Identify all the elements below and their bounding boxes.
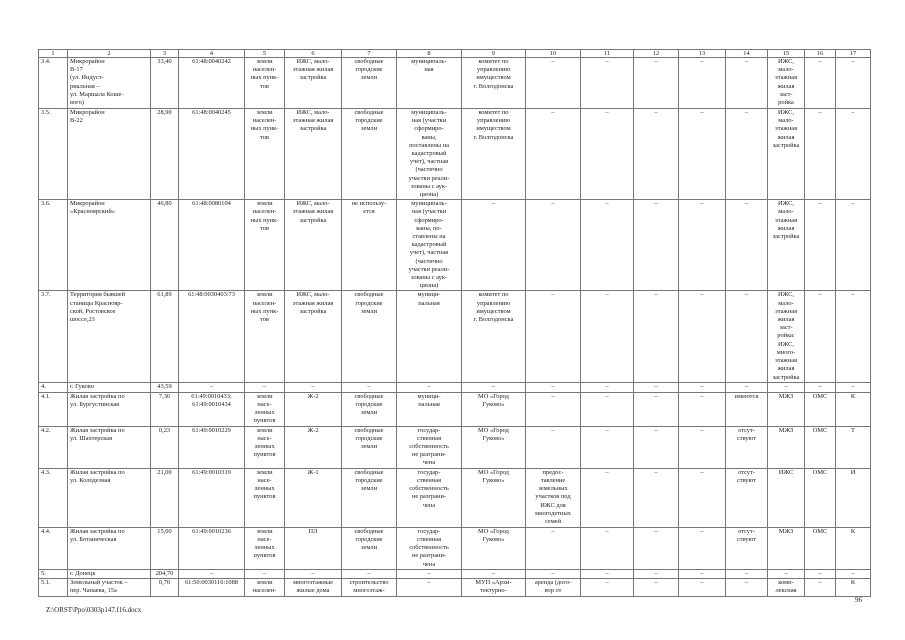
table-cell: 4.2. [39,426,68,468]
column-number: 13 [679,50,726,58]
table-cell: – [679,200,726,291]
table-cell: – [581,468,634,527]
table-cell: – [726,200,768,291]
table-cell: – [634,109,679,200]
document-path: Z:\ORST\Ppo\0303p147.f16.docx [46,606,142,614]
table-cell: – [526,426,581,468]
table-cell: – [581,383,634,392]
table-cell: – [634,569,679,578]
table-cell: аренда (дого- вор от [526,578,581,596]
table-cell: 61:50:0030116:1088 [179,578,245,596]
table-row [39,578,871,596]
land-plots-table [38,49,871,597]
table-cell: 61:48:0030403:73 [179,291,245,383]
column-number: 8 [397,50,462,58]
table-cell: 4.4. [39,527,68,569]
table-cell: строительство многоэтаж- [342,578,397,596]
table-cell: государ- ственная собственность не разграни- чена [397,426,462,468]
table-cell: Микрорайон В-17 (ул. Индуст- риальная – ул. Маршала Коше- вого) [68,58,151,109]
table-cell: многоэтажные жилые дома [285,578,342,596]
column-number: 12 [634,50,679,58]
table-cell: 61:49:0010319 [179,468,245,527]
table-cell: г. Донецк [68,569,151,578]
table-cell: ОМС [805,426,836,468]
table-cell: – [805,200,836,291]
table-row [39,200,871,291]
table-cell: – [726,578,768,596]
table-cell: отсут- ствуют [726,468,768,527]
table-cell: – [805,578,836,596]
table-cell: К [836,527,871,569]
table-cell: г. Гуково [68,383,151,392]
table-cell: – [679,383,726,392]
table-cell: 61:49:0010229 [179,426,245,468]
table-cell: свободные городские земли [342,392,397,426]
column-number: 11 [581,50,634,58]
table-cell: Т [836,426,871,468]
table-cell: – [836,569,871,578]
table-row [39,569,871,578]
table-cell: свободные городские земли [342,468,397,527]
table-cell: – [526,291,581,383]
table-cell: ИЖС, мало- этажная жилая застройка [285,200,342,291]
table-cell: – [726,109,768,200]
table-cell: – [836,291,871,383]
table-cell: 28,90 [151,109,179,200]
table-cell: ИЖС, мало- этажная жилая застройка [285,109,342,200]
table-cell: комитет по управлению имуществом г. Волгодонска [462,291,526,383]
table-cell: ИЖС, мало- этажная жилая застройка [768,109,805,200]
table-cell: – [768,569,805,578]
table-cell: – [526,569,581,578]
table-cell: – [526,200,581,291]
table-cell: комитет по управлению имуществом г. Волгодонска [462,58,526,109]
table-cell: – [397,569,462,578]
table-cell: – [836,383,871,392]
table-cell: – [581,569,634,578]
table-cell: – [462,200,526,291]
table-cell: Микрорайон «Красноярский» [68,200,151,291]
table-row [39,468,871,527]
table-cell: – [679,468,726,527]
table-cell: 61:48:0040242 [179,58,245,109]
table-cell: – [805,109,836,200]
table-cell: свободные городские земли [342,426,397,468]
table-cell: – [581,58,634,109]
column-number: 15 [768,50,805,58]
table-cell: предос- тавление земельных участков под ИЖС для многодетных семей [526,468,581,527]
table-cell: имеются [726,392,768,426]
table-cell: – [179,383,245,392]
table-cell: К [836,578,871,596]
table-cell: отсут- ствуют [726,527,768,569]
table-cell: МО «Город Гуково» [462,392,526,426]
table-cell: Ж-1 [285,468,342,527]
table-cell: – [805,569,836,578]
table-cell: – [726,58,768,109]
table-cell: 7,36 [151,392,179,426]
table-row [39,291,871,383]
column-number: 3 [151,50,179,58]
table-cell: – [526,58,581,109]
table-cell: Ж-2 [285,392,342,426]
table-cell: – [836,109,871,200]
table-cell: – [634,527,679,569]
table-cell: МУП «Архи- тектурно- [462,578,526,596]
table-cell: свободные городские земли [342,291,397,383]
table-cell: МО «Город Гуково» [462,426,526,468]
table-cell: Жилая застройка по ул. Колодезная [68,468,151,527]
table-cell: 0,70 [151,578,179,596]
table-cell: К [836,392,871,426]
table-cell: 0,23 [151,426,179,468]
table-cell: ИЖС, мало- этажная жилая застройка [768,200,805,291]
table-cell: Микрорайон В-22 [68,109,151,200]
table-cell: – [679,109,726,200]
table-cell: – [342,569,397,578]
table-cell: – [805,383,836,392]
table-row [39,383,871,392]
table-cell: – [397,578,462,596]
column-number: 5 [245,50,285,58]
table-cell: 61,89 [151,291,179,383]
table-cell: 21,00 [151,468,179,527]
table-cell: – [805,58,836,109]
table-cell: земли насе- ленных пунктов [245,426,285,468]
table-cell: Земельный участок – пер. Чапаева, 15а [68,578,151,596]
page-number: 96 [855,596,862,604]
table-cell: – [768,383,805,392]
table-cell: – [634,468,679,527]
table-cell: комп- лексная [768,578,805,596]
table-cell: МЖЗ [768,392,805,426]
table-cell: – [462,569,526,578]
table-cell: – [634,578,679,596]
table-cell: земли населен- ных пунк- тов [245,58,285,109]
table-cell: – [581,578,634,596]
table-cell: – [581,200,634,291]
table-cell: – [726,383,768,392]
table-cell: ИЖС, мало- этажная жилая заст- ройка [768,58,805,109]
table-cell: Жилая застройка по ул. Ботаническая [68,527,151,569]
table-cell: – [805,291,836,383]
table-cell: муници- пальная [397,291,462,383]
table-cell: отсут- ствуют [726,426,768,468]
column-number: 4 [179,50,245,58]
table-cell: – [526,392,581,426]
table-cell: 3.4. [39,58,68,109]
table-cell: – [679,569,726,578]
table-cell: – [179,569,245,578]
column-number: 9 [462,50,526,58]
table-cell: государ- ственная собственность не разграни- чена [397,468,462,527]
table-cell: – [581,392,634,426]
table-cell: И [836,468,871,527]
table-cell: – [245,383,285,392]
table-cell: – [726,569,768,578]
table-cell: – [581,291,634,383]
table-cell: Ж-2 [285,426,342,468]
table-cell: 3.5. [39,109,68,200]
table-cell: – [285,383,342,392]
table-cell: земли населен- ных пунк- тов [245,109,285,200]
table-cell: Жилая застройка по ул. Шахтерская [68,426,151,468]
table-cell: МЖЗ [768,426,805,468]
table-cell: 46,80 [151,200,179,291]
table-cell: не использу- ется [342,200,397,291]
column-number: 2 [68,50,151,58]
table-cell: – [634,58,679,109]
table-row [39,392,871,426]
column-number: 17 [836,50,871,58]
table-cell: МЖЗ [768,527,805,569]
table-cell: муници- пальная [397,392,462,426]
table-cell: муниципаль- ная (участки сформиро- ваны, поставлены на кадастровый учет), частная (частично участки реали- зованы с аук- циона) [397,109,462,200]
table-cell: МО «Город Гуково» [462,527,526,569]
column-number: 7 [342,50,397,58]
table-cell: МО «Город Гуково» [462,468,526,527]
column-number-row [39,50,871,58]
table-cell: 4.3. [39,468,68,527]
table-cell: 3.6. [39,200,68,291]
table-cell: комитет по управлению имуществом г. Волгодонска [462,109,526,200]
table-cell: – [679,392,726,426]
table-cell: ОМС [805,392,836,426]
column-number: 6 [285,50,342,58]
table-cell: земли насе- ленных пунктов [245,527,285,569]
table-cell: ОМС [805,468,836,527]
table-cell: – [462,383,526,392]
table-cell: – [836,200,871,291]
table-cell: ИЖС, мало- этажная жилая заст- ройка: ИЖС, много- этажная жилая застройка [768,291,805,383]
table-cell: свободные городские земли [342,58,397,109]
table-cell: – [526,109,581,200]
column-number: 16 [805,50,836,58]
table-cell: 61:49:0010236 [179,527,245,569]
table-cell: 43,59 [151,383,179,392]
table-cell: ПЛ [285,527,342,569]
table-cell: – [634,291,679,383]
table-cell: – [679,578,726,596]
table-cell: – [526,527,581,569]
table-cell: свободные городские земли [342,527,397,569]
table-cell: – [679,291,726,383]
table-cell: 5. [39,569,68,578]
table-cell: – [634,200,679,291]
table-cell: – [581,527,634,569]
table-cell: свободные городские земли [342,109,397,200]
table-cell: государ- ственная собственность не разграни- чена [397,527,462,569]
table-cell: – [634,392,679,426]
table-cell: земли населен- ных пунк- тов [245,291,285,383]
table-cell: ОМС [805,527,836,569]
table-cell: 4.1. [39,392,68,426]
table-row [39,527,871,569]
table-cell: 3.7. [39,291,68,383]
table-cell: земли населен- ных пунк- тов [245,200,285,291]
table-cell: – [245,569,285,578]
table-cell: – [526,383,581,392]
table-cell: – [836,58,871,109]
table-cell: – [285,569,342,578]
column-number: 14 [726,50,768,58]
table-cell: – [726,291,768,383]
table-cell: ИЖС [768,468,805,527]
column-number: 10 [526,50,581,58]
table-cell: – [342,383,397,392]
table-cell: – [397,383,462,392]
table-cell: муниципаль- ная [397,58,462,109]
table-cell: – [634,426,679,468]
table-cell: ИЖС, мало- этажная жилая застройка [285,291,342,383]
table-cell: – [634,383,679,392]
table-cell: – [679,58,726,109]
table-cell: Жилая застройка по ул. Бургустинская [68,392,151,426]
table-row [39,109,871,200]
column-number: 1 [39,50,68,58]
table-cell: – [679,426,726,468]
table-cell: Территория бывшей станицы Краснояр- ской, Ростовское шоссе,23 [68,291,151,383]
table-cell: 61:49:0010433; 61:49:0010434 [179,392,245,426]
table-cell: 5.1. [39,578,68,596]
table-cell: – [581,426,634,468]
table-row [39,426,871,468]
table-cell: 61:48:0040245 [179,109,245,200]
table-cell: земли насе- ленных пунктов [245,392,285,426]
table-cell: земли насе- ленных пунктов [245,468,285,527]
table-cell: 33,40 [151,58,179,109]
table-cell: 204,70 [151,569,179,578]
table-cell: 4. [39,383,68,392]
table-row [39,58,871,109]
table-cell: – [679,527,726,569]
table-cell: 61:48:0080104 [179,200,245,291]
table-cell: – [581,109,634,200]
table-cell: ИЖС, мало- этажная жилая застройка [285,58,342,109]
table-cell: муниципаль- ная (участки сформиро- ваны, по- ставлены на кадастровый учет), частная (частично участки реали- зованы с аук- циона) [397,200,462,291]
table-cell: земли населен- [245,578,285,596]
table-cell: 15,00 [151,527,179,569]
